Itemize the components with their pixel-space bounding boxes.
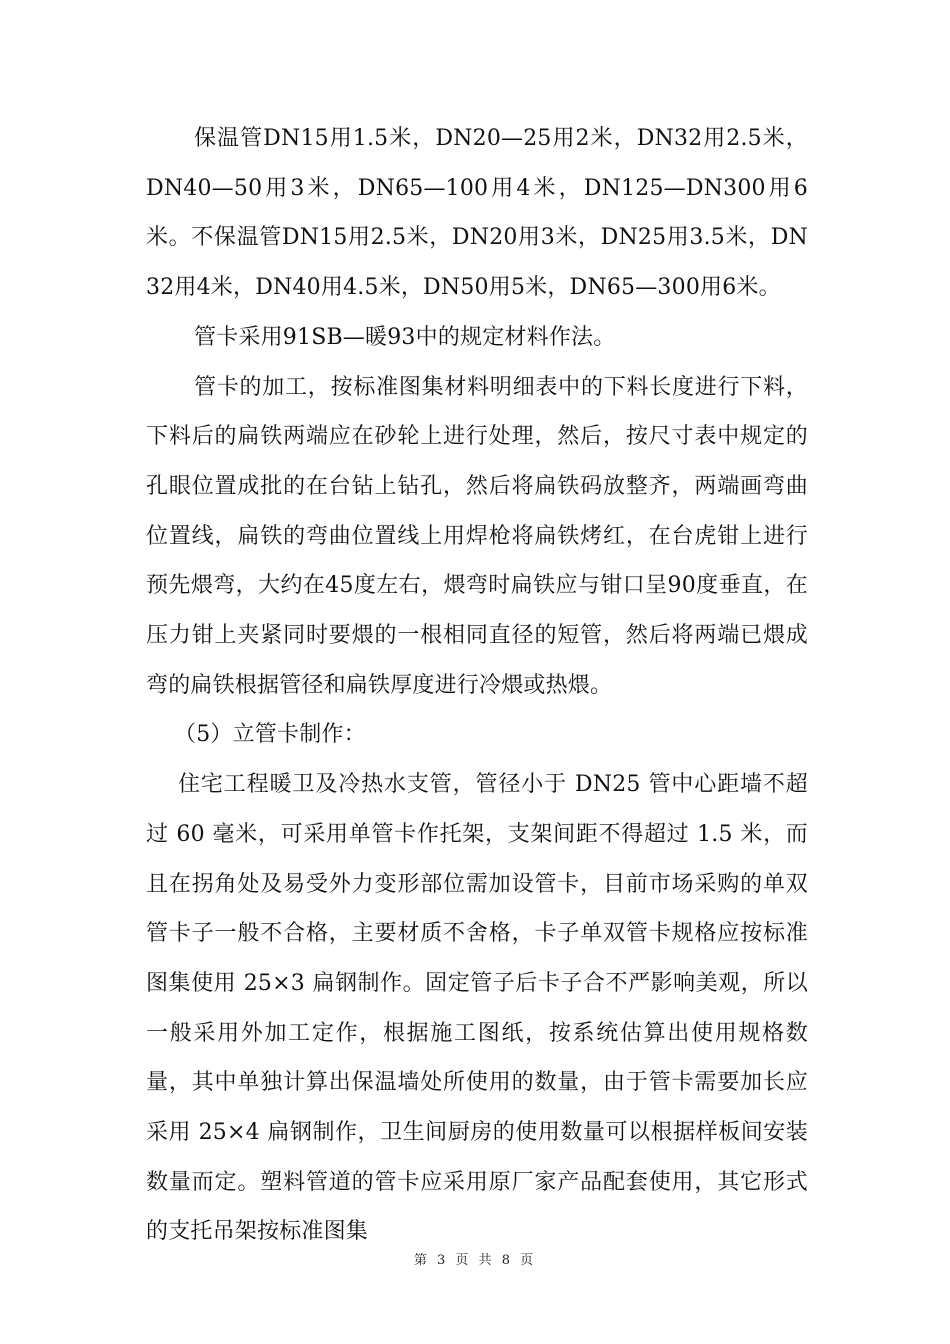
page-number-footer: 第 3 页 共 8 页: [413, 1253, 537, 1268]
paragraph-pipe-clamp-processing: 管卡的加工，按标准图集材料明细表中的下料长度进行下料，下料后的扁铁两端应在砂轮上进行处理，然后，按尺寸表中规定的孔眼位置成批的在台钻上钻孔，然后将扁铁码放整齐，两端画弯曲位置线，扁铁的弯曲位置线上用焊枪将扁铁烤红，在台虎钳上进行预先煨弯，大约在45度左右，煨弯时扁铁应与钳口呈90度垂直，在压力钳上夹紧同时要煨的一根相同直径的短管，然后将两端已煨成弯的扁铁根据管径和扁铁厚度进行冷煨或热煨。: [146, 374, 808, 698]
paragraph-pipe-spacing: 保温管DN15用1.5米，DN20—25用2米，DN32用2.5米，DN40—50用3米，DN65—100用4米，DN125—DN300用6米。不保温管DN15用2.5米，DN20用3米，DN25用3.5米，DN32用4米，DN40用4.5米，DN50用5米，DN65—300用6米。: [146, 126, 808, 301]
section-heading-riser-clamp: （5）立管卡制作：: [174, 722, 366, 748]
body-text: [146, 114, 808, 1257]
paragraph-riser-clamp-details: 住宅工程暖卫及冷热水支管，管径小于 DN25 管中心距墙不超过 60 毫米，可采用单管卡作托架，支架间距不得超过 1.5 米，而且在拐角处及易受外力变形部位需加设管卡，目前市场采购的单双管卡子一般不合格，主要材质不舍格，卡子单双管卡规格应按标准图集使用 25×3 扁钢制作。固定管子后卡子合不严影响美观，所以一般采用外加工定作，根据施工图纸，按系统估算出使用规格数量，其中单独计算出保温墙处所使用的数量，由于管卡需要加长应采用 25×4 扁钢制作，卫生间厨房的使用数量可以根据样板间安装数量而定。塑料管道的管卡应采用原厂家产品配套使用，其它形式的支托吊架按标准图集: [146, 772, 808, 1245]
paragraph-pipe-clamp-standard: 管卡采用91SB—暖93中的规定材料作法。: [194, 324, 616, 350]
